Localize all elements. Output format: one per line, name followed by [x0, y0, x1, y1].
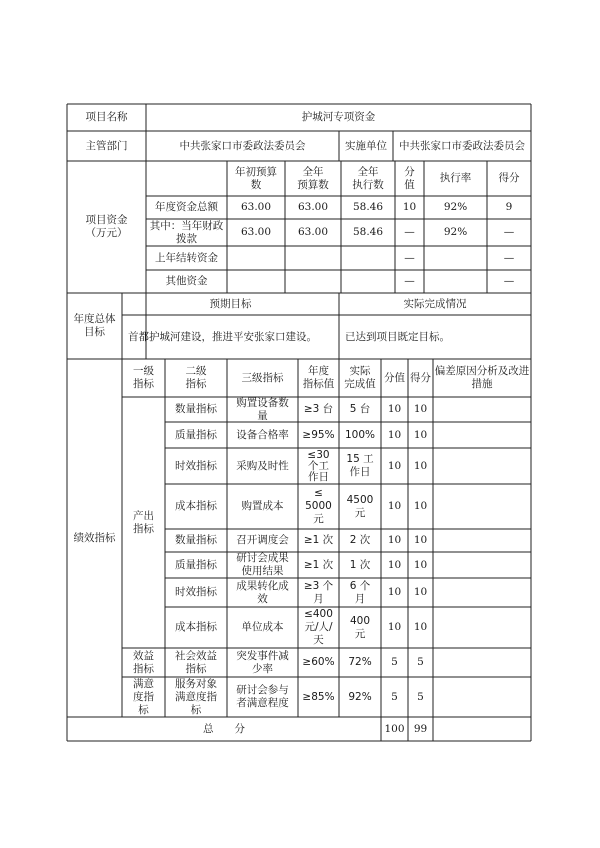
perf-row-points: 10 [387, 403, 402, 415]
funds-header-annual: 全年 预算数 [297, 165, 329, 191]
funds-row-name: 其他资金 [165, 275, 208, 287]
perf-row-level3: 采购及时性 [236, 459, 289, 472]
perf-row-level3: 召开调度会 [236, 534, 289, 546]
perf-header-points: 分值 [384, 371, 405, 384]
perf-row-level3: 设备合格率 [236, 428, 289, 441]
perf-row-actual: 400 元 [349, 614, 371, 640]
impl-label: 实施单位 [345, 139, 387, 152]
perf-row-target: ≤30 个工 作日 [307, 448, 330, 483]
funds-row-executed: 58.46 [352, 201, 384, 213]
perf-row-actual: 1 次 [349, 558, 371, 571]
funds-label: 项目资金 （万元） [85, 214, 128, 239]
goals-label: 年度总体 目标 [73, 313, 116, 338]
funds-header-rate: 执行率 [439, 172, 472, 184]
perf-row-score: 10 [413, 403, 428, 415]
perf-group-effect: 效益 指标 [133, 649, 154, 675]
perf-row-level3: 突发事件减 少率 [236, 649, 289, 675]
perf-row-actual: 15 工 作日 [346, 453, 374, 478]
perf-row-level3: 购置设备数 量 [236, 396, 289, 422]
perf-group-output: 产出 指标 [133, 509, 154, 535]
perf-row-points: 10 [387, 459, 402, 472]
funds-row-rate: 92% [443, 226, 468, 238]
funds-row-score-value: — [404, 226, 415, 238]
perf-row-level2: 成本指标 [175, 500, 217, 512]
perf-row-target: ≥60% [302, 656, 335, 668]
funds-row-name: 年度资金总额 [155, 201, 218, 213]
funds-row-name: 上年结转资金 [155, 251, 218, 264]
funds-row-score-value: 10 [402, 201, 417, 213]
perf-row-level3: 购置成本 [241, 500, 284, 512]
perf-row-score: 10 [413, 428, 428, 441]
goals-actual-text: 已达到项目既定目标。 [345, 330, 450, 343]
funds-row-rate: 92% [443, 201, 468, 213]
funds-row-executed: 58.46 [352, 226, 384, 238]
perf-row-level2: 质量指标 [175, 558, 217, 571]
perf-row-target: ≥95% [302, 428, 335, 441]
perf-row-actual: 2 次 [349, 534, 371, 546]
perf-row-points: 10 [387, 428, 402, 441]
perf-row-points: 5 [391, 656, 398, 668]
project-name-value: 护城河专项资金 [301, 111, 376, 123]
perf-row-actual: 5 台 [349, 403, 371, 415]
perf-row-score: 10 [413, 459, 428, 472]
perf-row-target: ≤400 元/人/ 天 [304, 608, 333, 646]
goals-expected-text: 首都护城河建设，推进平安张家口建设。 [128, 330, 317, 343]
funds-row-initial: 63.00 [240, 226, 272, 238]
perf-row-score: 10 [413, 534, 428, 546]
funds-row-annual: 63.00 [297, 201, 329, 213]
perf-row-points: 5 [391, 690, 398, 703]
perf-row-points: 10 [387, 621, 402, 633]
perf-row-target: ≥3 个 月 [303, 579, 334, 605]
funds-header-score: 得分 [498, 172, 520, 184]
impl-value: 中共张家口市委政法委员会 [399, 139, 525, 152]
perf-row-level2: 服务对象 满意度指 标 [175, 677, 217, 716]
perf-header-actual: 实际 完成值 [344, 365, 376, 390]
perf-row-target: ≥85% [302, 690, 335, 703]
perf-row-points: 10 [387, 586, 402, 598]
funds-header-executed: 全年 执行数 [352, 165, 384, 191]
perf-header-level2: 二级 指标 [185, 365, 207, 390]
perf-row-level2: 社会效益 指标 [175, 649, 217, 675]
total-label: 总 分 [203, 722, 245, 735]
perf-row-target: ≤ 5000 元 [305, 487, 332, 525]
funds-row-score-value: — [404, 251, 415, 264]
total-score: 99 [413, 722, 428, 735]
perf-row-level2: 时效指标 [175, 459, 217, 472]
perf-row-level3: 成果转化成 效 [236, 579, 289, 605]
perf-row-actual: 72% [348, 656, 372, 668]
perf-row-target: ≥1 次 [303, 534, 334, 546]
funds-header-initial: 年初预算 数 [235, 165, 277, 191]
perf-row-target: ≥1 次 [303, 558, 334, 571]
perf-row-points: 10 [387, 534, 402, 546]
perf-row-level3: 单位成本 [241, 621, 284, 633]
project-name-label: 项目名称 [85, 111, 128, 123]
perf-row-actual: 4500 元 [346, 493, 374, 519]
perf-row-points: 10 [387, 558, 402, 571]
perf-header-level1: 一级 指标 [133, 365, 154, 390]
perf-row-level2: 成本指标 [175, 621, 217, 633]
perf-row-score: 5 [417, 690, 424, 703]
perf-row-points: 10 [387, 500, 402, 512]
perf-row-level3: 研讨会参与 者满意程度 [236, 684, 289, 709]
perf-row-score: 10 [413, 558, 428, 571]
perf-row-score: 10 [413, 500, 428, 512]
dept-label: 主管部门 [85, 139, 128, 152]
funds-row-score: — [503, 226, 515, 238]
perf-header-level3: 三级指标 [241, 371, 284, 384]
funds-row-initial: 63.00 [240, 201, 272, 213]
perf-row-score: 10 [413, 621, 428, 633]
perf-header-deviation: 偏差原因分析及改进 措施 [434, 365, 530, 390]
perf-header-target: 年度 指标值 [302, 365, 335, 390]
dept-value: 中共张家口市委政法委员会 [179, 139, 306, 152]
perf-row-actual: 100% [344, 428, 376, 441]
perf-row-score: 10 [413, 586, 428, 598]
funds-row-annual: 63.00 [297, 226, 329, 238]
perf-row-level2: 时效指标 [175, 586, 217, 598]
perf-row-score: 5 [417, 656, 424, 668]
perf-row-level3: 研讨会成果 使用结果 [236, 552, 289, 577]
goals-expected-header: 预期目标 [209, 297, 252, 310]
funds-row-score: — [503, 275, 515, 287]
perf-row-actual: 92% [348, 690, 372, 703]
funds-row-score: 9 [505, 201, 513, 213]
funds-row-name: 其中：当年财政 拨款 [149, 219, 224, 245]
perf-row-level2: 数量指标 [175, 534, 217, 546]
funds-row-score-value: — [404, 275, 415, 287]
total-points: 100 [384, 722, 405, 735]
perf-row-level2: 数量指标 [175, 403, 217, 415]
perf-row-level2: 质量指标 [175, 428, 217, 441]
perf-row-target: ≥3 台 [303, 403, 334, 415]
funds-row-score: — [503, 251, 515, 264]
perf-row-actual: 6 个 月 [349, 579, 371, 605]
performance-label: 绩效指标 [73, 531, 116, 544]
funds-header-score-value: 分 值 [404, 165, 415, 191]
perf-header-score: 得分 [410, 371, 431, 384]
perf-group-satisfaction: 满意 度指 标 [133, 677, 154, 716]
goals-actual-header: 实际完成情况 [403, 297, 467, 310]
